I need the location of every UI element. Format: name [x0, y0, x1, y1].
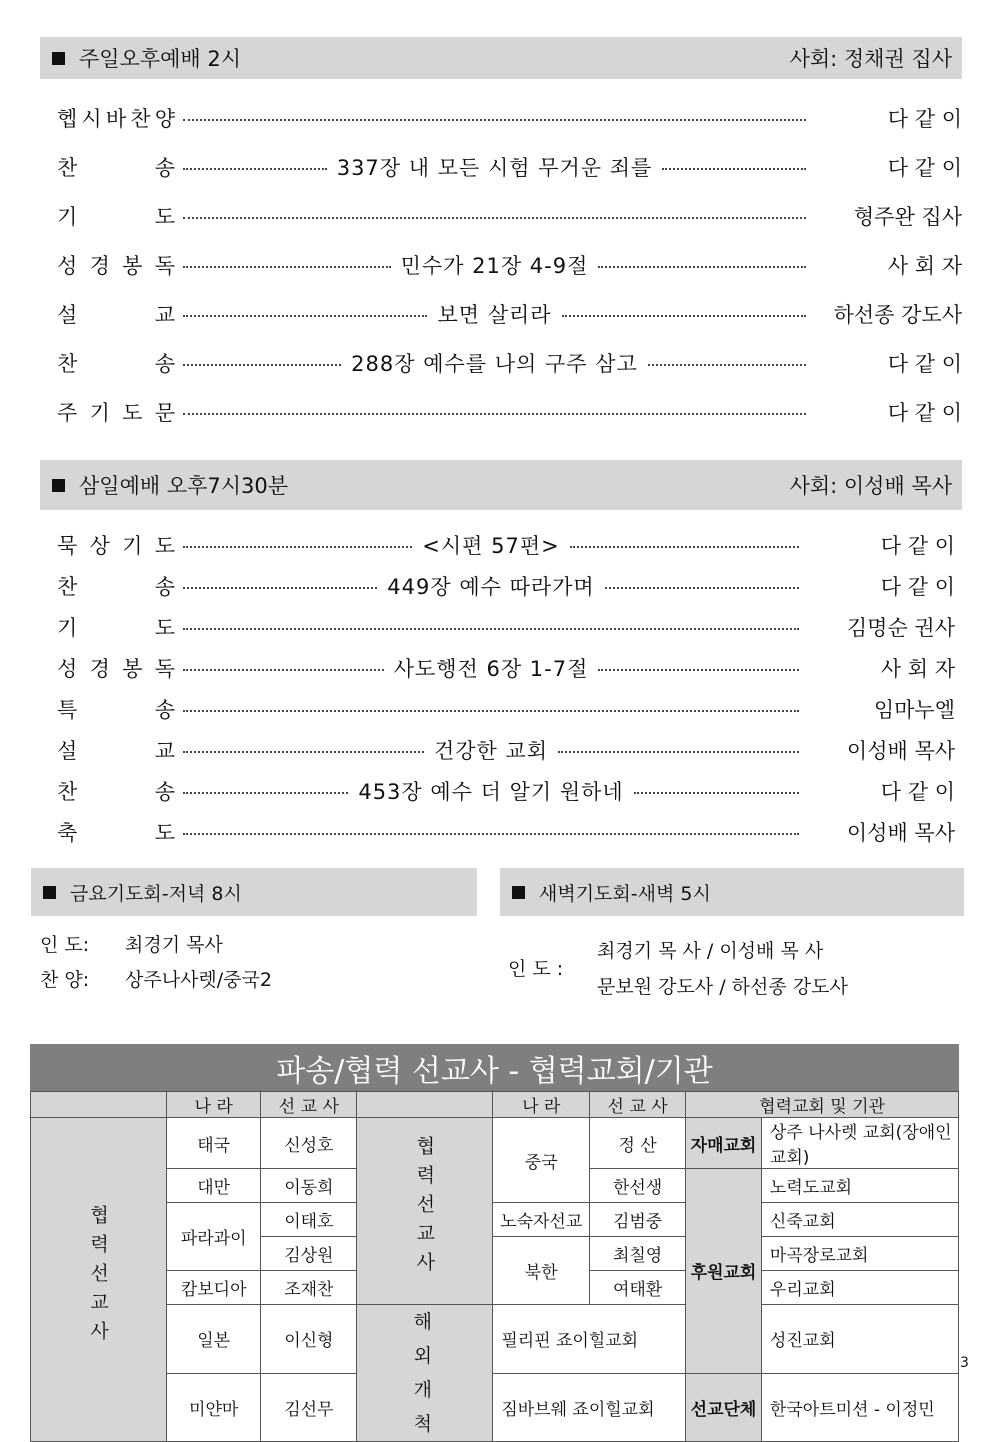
order-label	[57, 776, 177, 806]
order-row	[57, 395, 962, 429]
dawn-prayer-header	[500, 868, 964, 916]
order-row	[57, 733, 955, 767]
leader-dots	[598, 669, 799, 671]
order-person: 하선종 강도사	[833, 303, 963, 327]
leader-dots	[183, 751, 424, 753]
order-person: 형주완 집사	[853, 205, 962, 229]
leader-dots	[183, 315, 427, 317]
friday-leader-label: 인 도:	[40, 934, 90, 956]
leader-dots	[634, 792, 799, 794]
order-label	[57, 201, 177, 231]
leader-dots	[598, 266, 806, 268]
order-label-char: 기	[57, 205, 80, 229]
country-cell: 노숙자선교	[493, 1203, 590, 1237]
order-label-char: 도	[122, 401, 145, 425]
order-row	[57, 297, 962, 331]
header-missionary-1: 선 교 사	[261, 1092, 357, 1118]
order-label-char: 성	[57, 254, 80, 278]
dawn-leader-line1: 최경기 목 사 / 이성배 목 사	[597, 940, 824, 962]
order-row	[57, 569, 955, 603]
order-content: 453장 예수 더 알기 원하네	[358, 780, 624, 804]
wednesday-service-header	[40, 460, 962, 510]
order-content: 288장 예수를 나의 구주 삼고	[351, 352, 638, 376]
group-cooperating-missionaries-1	[31, 1118, 167, 1442]
support-church: 신죽교회	[761, 1203, 958, 1237]
order-row	[57, 815, 955, 849]
order-label-char: 독	[154, 657, 177, 681]
order-label-char: 찬	[57, 575, 80, 599]
mission-org: 한국아트미션 - 이정민	[761, 1373, 958, 1442]
order-content: <시편 57편>	[422, 534, 560, 558]
order-label-char: 찬	[57, 352, 80, 376]
leader-dots	[183, 217, 806, 219]
order-label-char: 도	[154, 205, 177, 229]
order-person: 사 회 자	[887, 254, 962, 278]
country-cell: 태국	[167, 1118, 261, 1169]
order-label-char: 주	[57, 401, 80, 425]
missionary-cell: 조재찬	[261, 1271, 357, 1305]
order-row	[57, 150, 962, 184]
order-label-char: 송	[154, 352, 177, 376]
order-label	[57, 571, 177, 601]
order-label-char: 기	[122, 534, 145, 558]
missionary-cell: 이신형	[261, 1305, 357, 1374]
order-row	[57, 248, 962, 282]
leader-dots	[183, 119, 806, 121]
leader-dots	[662, 168, 806, 170]
order-row	[57, 774, 955, 808]
order-row	[57, 199, 962, 233]
header-blank-1	[31, 1092, 167, 1118]
order-label	[57, 397, 177, 427]
order-person: 사 회 자	[880, 657, 956, 681]
leader-dots	[183, 364, 341, 366]
wednesday-title: 삼일예배 오후7시30분	[79, 474, 289, 498]
order-label-char: 교	[154, 303, 177, 327]
group-overseas-pioneering	[357, 1305, 493, 1442]
order-label-char: 설	[57, 303, 80, 327]
order-content: 보면 살리라	[437, 303, 552, 327]
square-bullet-icon	[512, 886, 525, 899]
leader-dots	[570, 546, 799, 548]
friday-prayer-header	[31, 868, 477, 916]
order-label-char: 설	[57, 739, 80, 763]
sunday-title: 주일오후예배 2시	[79, 47, 242, 71]
order-label-char: 경	[89, 254, 112, 278]
order-person: 다 같 이	[887, 156, 963, 180]
order-label-char: 묵	[57, 534, 80, 558]
square-bullet-icon	[43, 886, 56, 899]
sister-church-label: 자매교회	[686, 1118, 762, 1169]
leader-dots	[183, 833, 799, 835]
order-label-char: 성	[57, 657, 80, 681]
order-label-char: 축	[57, 821, 80, 845]
country-cell: 일본	[167, 1305, 261, 1374]
order-person: 다 같 이	[880, 534, 956, 558]
order-label-char: 교	[154, 739, 177, 763]
missionary-cell: 이태호	[261, 1203, 357, 1237]
support-church: 노력도교회	[761, 1169, 958, 1203]
country-cell: 파라과이	[167, 1203, 261, 1271]
support-church: 우리교회	[761, 1271, 958, 1305]
group-label: 해외개척	[413, 1311, 436, 1435]
order-label-char: 찬	[57, 156, 80, 180]
leader-dots	[605, 587, 799, 589]
order-content: 449장 예수 따라가며	[387, 575, 595, 599]
country-cell: 북한	[493, 1237, 590, 1305]
order-label	[57, 250, 177, 280]
country-cell: 미얀마	[167, 1373, 261, 1442]
leader-dots	[183, 168, 327, 170]
order-label-char: 봉	[122, 657, 145, 681]
order-row	[57, 651, 955, 685]
group-label: 협력선교사	[413, 1136, 436, 1281]
order-label-char: 송	[154, 575, 177, 599]
friday-praise-row	[40, 965, 272, 992]
header-blank-2	[357, 1092, 493, 1118]
leader-dots	[183, 669, 384, 671]
order-row	[57, 101, 962, 135]
order-label-char: 헵	[57, 107, 80, 131]
mission-org-label: 선교단체	[686, 1373, 762, 1442]
missionary-cell: 김범중	[590, 1203, 686, 1237]
missionary-cell: 최칠영	[590, 1237, 686, 1271]
leader-dots	[183, 628, 799, 630]
overseas-church: 짐바브웨 죠이힐교회	[493, 1373, 686, 1442]
order-person: 다 같 이	[880, 575, 955, 599]
friday-leader-row	[40, 930, 223, 957]
support-church-label: 후원교회	[686, 1169, 762, 1374]
dawn-title: 새벽기도회-새벽 5시	[539, 882, 711, 905]
leader-dots	[183, 413, 806, 415]
order-person: 다 같 이	[887, 401, 962, 425]
order-person: 다 같 이	[880, 780, 956, 804]
order-label-char: 도	[154, 616, 177, 640]
leader-dots	[183, 587, 377, 589]
order-label-char: 경	[89, 657, 112, 681]
missions-table	[30, 1091, 959, 1442]
dawn-leader-label: 인 도 :	[508, 958, 564, 980]
leader-dots	[562, 315, 806, 317]
order-label-char: 양	[154, 107, 177, 131]
order-label-char: 도	[154, 821, 177, 845]
order-person: 다 같 이	[887, 107, 962, 131]
missionary-cell: 정 산	[590, 1118, 686, 1169]
wednesday-host: 사회: 이성배 목사	[789, 474, 952, 498]
missionary-cell: 여태환	[590, 1271, 686, 1305]
friday-title: 금요기도회-저녁 8시	[70, 882, 242, 905]
order-row	[57, 346, 962, 380]
order-content: 사도행전 6장 1-7절	[393, 657, 589, 681]
square-bullet-icon	[52, 479, 65, 492]
square-bullet-icon	[52, 52, 65, 65]
missionary-cell: 한선생	[590, 1169, 686, 1203]
order-label-char: 도	[154, 534, 177, 558]
order-person: 김명순 권사	[846, 616, 955, 640]
group-label: 협력선교사	[87, 1204, 109, 1350]
sunday-host: 사회: 정채권 집사	[789, 47, 952, 71]
order-label	[57, 612, 177, 642]
friday-leader: 최경기 목사	[125, 934, 223, 956]
order-row	[57, 610, 955, 644]
order-label-char: 기	[89, 401, 112, 425]
header-country-1: 나 라	[167, 1092, 261, 1118]
order-label	[57, 299, 177, 329]
order-label	[57, 817, 177, 847]
order-label-char: 바	[105, 107, 129, 131]
page-number: 3	[960, 1355, 969, 1371]
missions-title: 파송/협력 선교사 - 협력교회/기관	[30, 1044, 959, 1091]
leader-dots	[183, 710, 799, 712]
friday-praise: 상주나사렛/중국2	[125, 969, 272, 991]
country-cell: 중국	[493, 1118, 590, 1203]
order-label	[57, 348, 177, 378]
support-church: 마곡장로교회	[761, 1237, 958, 1271]
order-label-char: 찬	[130, 107, 153, 131]
country-cell: 대만	[167, 1169, 261, 1203]
missionary-cell: 신성호	[261, 1118, 357, 1169]
order-row	[57, 528, 955, 562]
leader-dots	[183, 792, 348, 794]
dawn-leader-line2: 문보원 강도사 / 하선종 강도사	[597, 976, 848, 998]
order-label-char: 시	[81, 107, 104, 131]
order-row	[57, 692, 955, 726]
sister-church: 상주 나사렛 교회(장애인교회)	[761, 1118, 958, 1169]
order-label-char: 송	[154, 780, 177, 804]
order-label	[57, 103, 177, 133]
leader-dots	[648, 364, 806, 366]
friday-praise-label: 찬 양:	[40, 969, 90, 991]
missionary-cell: 김상원	[261, 1237, 357, 1271]
order-label-char: 문	[154, 401, 177, 425]
leader-dots	[183, 266, 391, 268]
order-label-char: 송	[154, 698, 177, 722]
order-label-char: 상	[89, 534, 112, 558]
order-label-char: 독	[154, 254, 177, 278]
sunday-service-header	[40, 37, 962, 79]
order-content: 민수가 21장 4-9절	[400, 254, 589, 278]
order-label	[57, 735, 177, 765]
header-country-2: 나 라	[493, 1092, 590, 1118]
order-label-char: 기	[57, 616, 80, 640]
country-cell: 캄보디아	[167, 1271, 261, 1305]
leader-dots	[558, 751, 799, 753]
order-label-char: 봉	[122, 254, 145, 278]
header-missionary-2: 선 교 사	[590, 1092, 686, 1118]
missionary-cell: 김선무	[261, 1373, 357, 1442]
order-person: 이성배 목사	[846, 821, 955, 845]
order-person: 임마누엘	[873, 698, 955, 722]
order-label-char: 찬	[57, 780, 80, 804]
overseas-church: 필리핀 죠이힐교회	[493, 1305, 686, 1374]
order-label	[57, 653, 177, 683]
order-content: 337장 내 모든 시험 무거운 죄를	[336, 156, 653, 180]
order-label	[57, 152, 177, 182]
order-label-char: 특	[57, 698, 80, 722]
leader-dots	[183, 546, 412, 548]
order-person: 이성배 목사	[846, 739, 956, 763]
order-label	[57, 694, 177, 724]
missionary-cell: 이동희	[261, 1169, 357, 1203]
order-label-char: 송	[154, 156, 177, 180]
order-content: 건강한 교회	[433, 739, 549, 763]
group-cooperating-missionaries-2	[357, 1118, 493, 1305]
header-church: 협력교회 및 기관	[686, 1092, 959, 1118]
order-person: 다 같 이	[887, 352, 962, 376]
support-church: 성진교회	[761, 1305, 958, 1374]
order-label	[57, 530, 177, 560]
